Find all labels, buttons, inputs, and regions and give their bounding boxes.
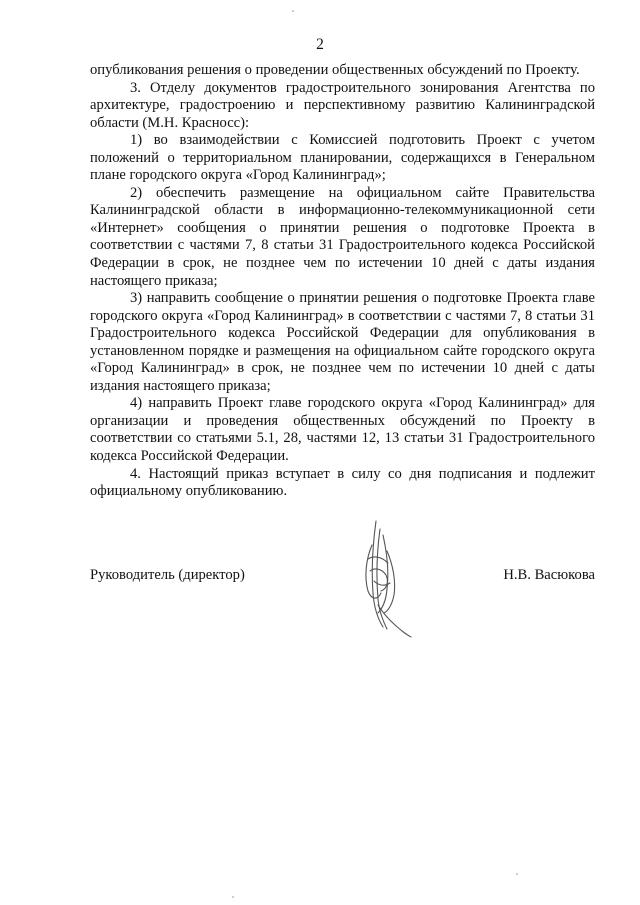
paragraph-item-4: 4. Настоящий приказ вступает в силу со дня подписания и подлежит официальному опубликованию. (90, 465, 595, 500)
document-body (90, 62, 595, 501)
paragraph-continuation: опубликования решения о проведении общественных обсуждений по Проекту. (90, 62, 580, 78)
page-number: 2 (316, 36, 324, 53)
handwritten-signature (352, 515, 414, 640)
signatory-title: Руководитель (директор) (90, 567, 245, 583)
scan-speck (516, 873, 518, 875)
paragraph-subitem-4: 4) направить Проект главе городского округа «Город Калининград» для организации и проведения общественных обсуждений по Проекту в соответствии со статьями 5.1, 28, частями 12, 13 статьи 31 Градостроительного кодекса Российской Федерации. (90, 395, 595, 465)
paragraph-subitem-2: 2) обеспечить размещение на официальном сайте Правительства Калининградской области в информационно-телекоммуникационной сети «Интернет» сообщения о принятии решения о подготовке Проекта в соответствии с частями 7, 8 статьи 31 Градостроительного кодекса Российской Федерации в срок, не позднее чем по истечении 10 дней с даты издания настоящего приказа; (90, 184, 595, 289)
paragraph-item-3: 3. Отделу документов градостроительного зонирования Агентства по архитектуре, градостроению и перспективному развитию Калининградской области (М.Н. Красносс): (90, 79, 595, 131)
paragraph-subitem-3: 3) направить сообщение о принятии решения о подготовке Проекта главе городского округа «Город Калининград» в соответствии с частями 7, 8 статьи 31 Градостроительного кодекса Российской Федерации для опубликования в установленном порядке и размещения на официальном сайте городского округа «Город Калининград» в срок, не позднее чем по истечении 10 дней с даты издания настоящего приказа; (90, 290, 595, 394)
signatory-name: Н.В. Васюкова (503, 567, 595, 583)
paragraph-subitem-1: 1) во взаимодействии с Комиссией подготовить Проект с учетом положений о территориальном планировании, содержащихся в Генеральном плане городского округа «Город Калининград»; (90, 132, 595, 184)
scan-speck (232, 896, 234, 898)
scan-speck (292, 10, 294, 12)
